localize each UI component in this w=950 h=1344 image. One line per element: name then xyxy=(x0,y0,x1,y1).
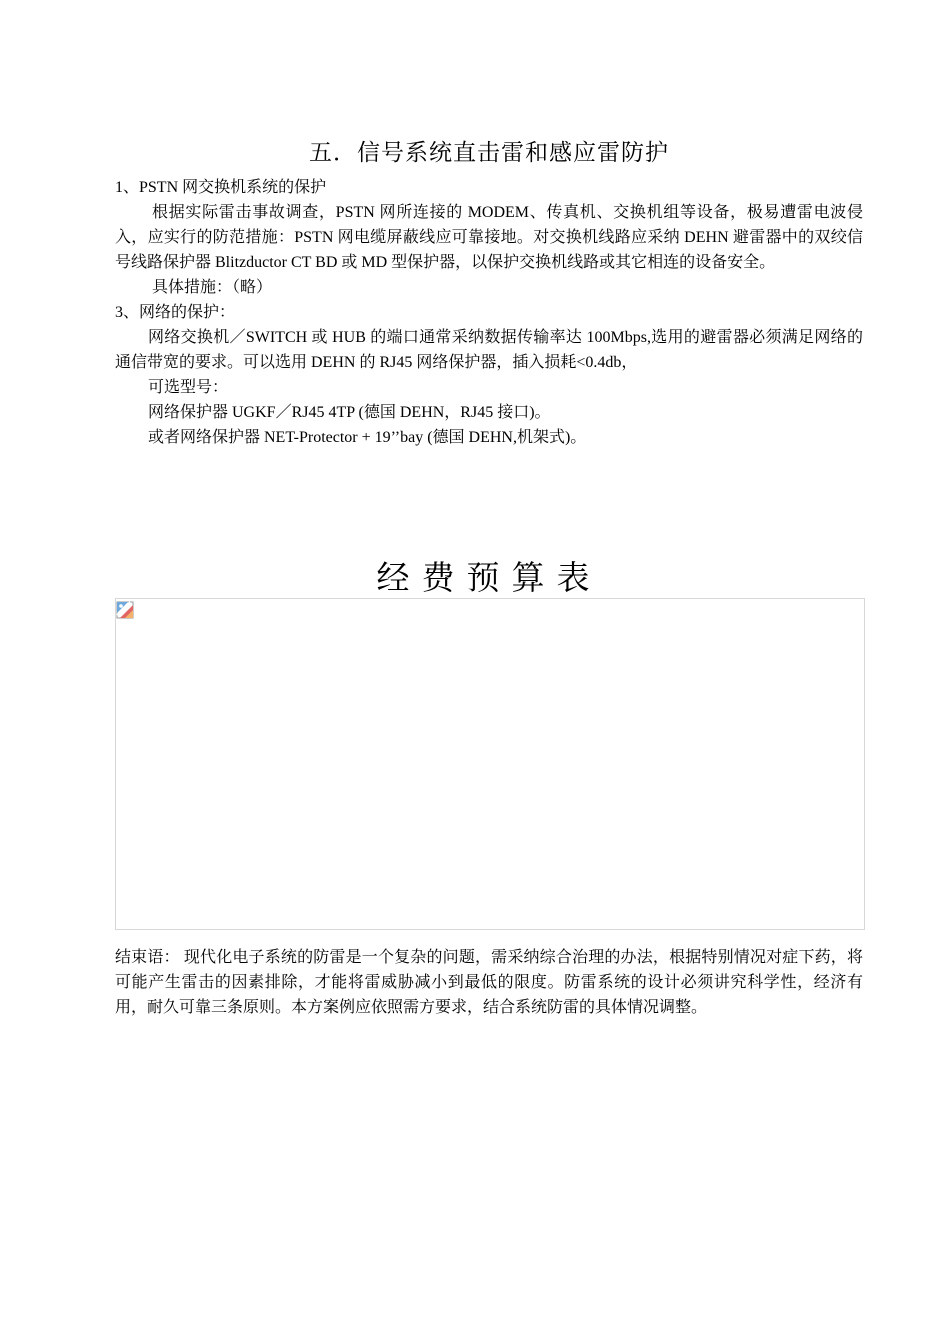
paragraph-model-ugkf: 网络保护器 UGKF／RJ45 4TP (德国 DEHN，RJ45 接口)。 xyxy=(148,404,551,421)
subheading-network: 3、网络的保护： xyxy=(115,304,236,321)
paragraph-model-net-protector: 或者网络保护器 NET-Protector + 19’’bay (德国 DEHN,机架式)。 xyxy=(148,429,587,446)
section-body xyxy=(115,175,863,450)
broken-image-icon xyxy=(116,601,134,619)
subheading-pstn: 1、PSTN 网交换机系统的保护 xyxy=(115,179,327,196)
closing-paragraph: 结束语： 现代化电子系统的防雷是一个复杂的问题，需采纳综合治理的办法，根据特别情况对症下药，将可能产生雷击的因素排除，才能将雷威胁减小到最低的限度。防雷系统的设计必须讲究科学性，经济有用，耐久可靠三条原则。本方案例应依照需方要求，结合系统防雷的具体情况调整。 xyxy=(115,949,863,1016)
section-title: 五．信号系统直击雷和感应雷防护 xyxy=(309,140,669,166)
paragraph-network-protection: 网络交换机／SWITCH 或 HUB 的端口通常采纳数据传输率达 100Mbps,选用的避雷器必须满足网络的通信带宽的要求。可以选用 DEHN 的 RJ45 网络保护器，插入损耗<0.4db， xyxy=(115,329,863,371)
paragraph-pstn-protection: 根据实际雷击事故调查，PSTN 网所连接的 MODEM、传真机、交换机组等设备，极易遭雷电波侵入，应实行的防范措施：PSTN 网电缆屏蔽线应可靠接地。对交换机线路应采纳 DEHN 避雷器中的双绞信号线路保护器 Blitzductor CT BD 或 MD 型保护器，以保护交换机线路或其它相连的设备安全。 xyxy=(115,204,863,271)
budget-table-image xyxy=(115,598,865,930)
paragraph-measures: 具体措施：（略） xyxy=(152,279,273,296)
budget-table-title: 经费预算表 xyxy=(376,558,602,597)
paragraph-optional-models: 可选型号： xyxy=(148,379,229,396)
